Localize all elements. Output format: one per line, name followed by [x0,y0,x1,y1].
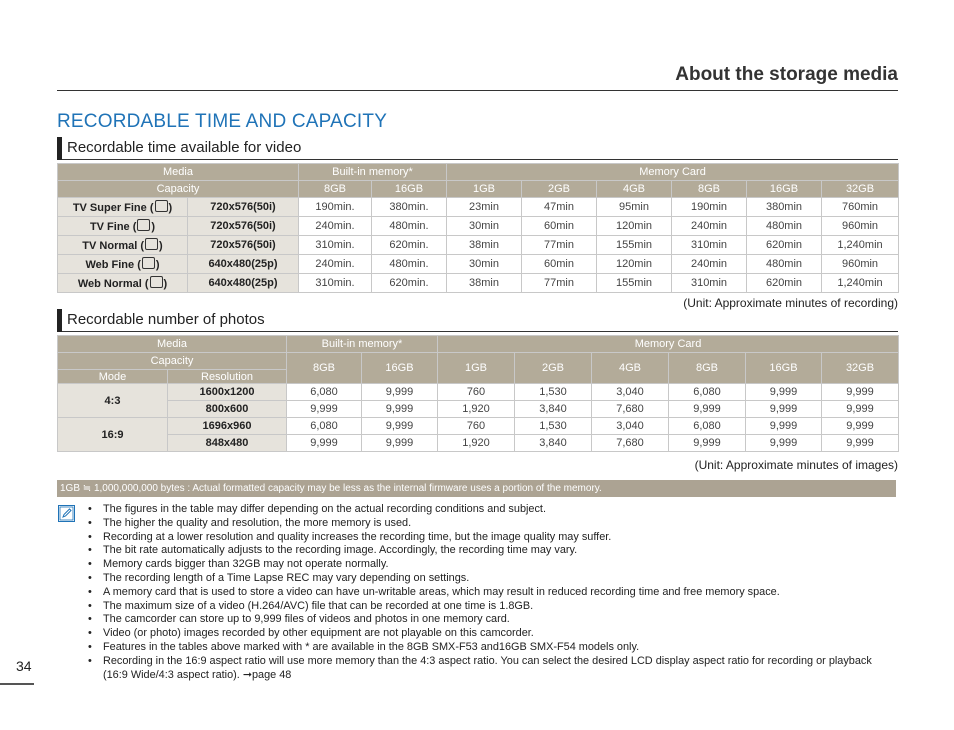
video-subheading [57,137,898,160]
note-item: • The recording length of a Time Lapse REC may vary depending on settings. [84,572,884,586]
note-pencil-icon [58,505,75,522]
capacity-header: 4GB [597,181,672,198]
quality-label [58,217,188,236]
value-cell: 310min. [299,236,372,255]
page-header-title: About the storage media [675,64,898,85]
header-capacity: Capacity [58,181,299,198]
value-cell: 3,840 [515,401,592,418]
value-cell: 1,240min [822,274,899,293]
table-row [58,384,899,401]
table-row [58,198,899,217]
capacity-header: 16GB [362,353,438,384]
capacity-header: 16GB [746,353,822,384]
mode-label: 16:9 [58,418,168,452]
value-cell: 480min. [372,217,447,236]
value-cell: 7,680 [592,401,669,418]
capacity-header: 8GB [287,353,362,384]
value-cell: 3,040 [592,418,669,435]
value-cell: 9,999 [746,401,822,418]
photo-subheading [57,309,898,332]
note-item: • The figures in the table may differ depending on the actual recording conditions and subject. [84,503,884,517]
value-cell: 38min [447,274,522,293]
value-cell: 23min [447,198,522,217]
value-cell: 620min [747,236,822,255]
value-cell: 620min [747,274,822,293]
note-item: • The camcorder can store up to 9,999 files of videos and photos in one memory card. [84,613,884,627]
note-item: • The higher the quality and resolution, the more memory is used. [84,517,884,531]
value-cell: 1,920 [438,435,515,452]
capacity-header: 32GB [822,353,899,384]
header-memory-card: Memory Card [447,164,899,181]
value-cell: 480min [747,255,822,274]
video-recording-time-table [57,163,899,293]
quality-close: ) [151,221,156,233]
quality-name: TV Super Fine ( [72,202,154,214]
value-cell: 47min [522,198,597,217]
capacity-header: 2GB [522,181,597,198]
value-cell: 960min [822,217,899,236]
value-cell: 760 [438,418,515,435]
note-item: • A memory card that is used to store a video can have un-writable areas, which may result in reduced recording time and free memory space. [84,586,884,600]
subheading-marker [57,137,62,160]
value-cell: 9,999 [362,418,438,435]
subheading-marker [57,309,62,332]
value-cell: 240min [672,217,747,236]
note-item: • Recording in the 16:9 aspect ratio will use more memory than the 4:3 aspect ratio. You can select the desired LCD display aspect ratio for recording or playback (16:9 Wide/4:3 aspect ratio). ➞page 48 [84,655,884,683]
value-cell: 6,080 [669,418,746,435]
table-row [58,236,899,255]
value-cell: 77min [522,274,597,293]
page-number-rule [0,683,34,685]
web-fine-icon [142,257,155,269]
tv-fine-icon [137,219,150,231]
capacity-header: 32GB [822,181,899,198]
capacity-header: 1GB [447,181,522,198]
resolution-label: 848x480 [168,435,287,452]
value-cell: 30min [447,217,522,236]
note-item: • Memory cards bigger than 32GB may not operate normally. [84,558,884,572]
value-cell: 6,080 [287,418,362,435]
capacity-header: 16GB [372,181,447,198]
value-cell: 6,080 [669,384,746,401]
value-cell: 9,999 [822,435,899,452]
header-resolution: Resolution [168,370,287,384]
quality-name: Web Normal ( [77,278,149,290]
capacity-header: 8GB [299,181,372,198]
capacity-header: 8GB [669,353,746,384]
value-cell: 9,999 [822,401,899,418]
value-cell: 760 [438,384,515,401]
header-memory-card: Memory Card [438,336,899,353]
quality-label [58,198,188,217]
value-cell: 240min. [299,217,372,236]
capacity-header: 4GB [592,353,669,384]
value-cell: 9,999 [362,384,438,401]
quality-close: ) [163,278,168,290]
value-cell: 38min [447,236,522,255]
table-row [58,274,899,293]
value-cell: 7,680 [592,435,669,452]
value-cell: 95min [597,198,672,217]
quality-label [58,274,188,293]
value-cell: 30min [447,255,522,274]
notes-list [84,503,884,682]
value-cell: 620min. [372,236,447,255]
capacity-header: 8GB [672,181,747,198]
value-cell: 1,240min [822,236,899,255]
value-cell: 190min. [299,198,372,217]
table-row [58,418,899,435]
value-cell: 240min [672,255,747,274]
value-cell: 960min [822,255,899,274]
value-cell: 9,999 [669,401,746,418]
resolution-label: 720x576(50i) [188,198,299,217]
header-builtin-memory: Built-in memory* [287,336,438,353]
value-cell: 480min. [372,255,447,274]
header-media: Media [58,164,299,181]
table-row [58,217,899,236]
table-row [58,435,899,452]
value-cell: 9,999 [362,435,438,452]
header-capacity: Capacity [58,353,287,370]
resolution-label: 800x600 [168,401,287,418]
value-cell: 155min [597,274,672,293]
value-cell: 77min [522,236,597,255]
value-cell: 310min [672,236,747,255]
resolution-label: 720x576(50i) [188,236,299,255]
value-cell: 9,999 [287,435,362,452]
value-cell: 380min [747,198,822,217]
video-unit-note: (Unit: Approximate minutes of recording) [683,296,898,310]
section-title: RECORDABLE TIME AND CAPACITY [57,111,388,132]
value-cell: 760min [822,198,899,217]
value-cell: 9,999 [822,418,899,435]
quality-label [58,255,188,274]
capacity-header: 1GB [438,353,515,384]
photo-subheading-text: Recordable number of photos [67,311,265,328]
note-item: • Video (or photo) images recorded by other equipment are not playable on this camcorder. [84,627,884,641]
value-cell: 1,530 [515,418,592,435]
quality-close: ) [155,259,160,271]
value-cell: 240min. [299,255,372,274]
header-mode: Mode [58,370,168,384]
header-media: Media [58,336,287,353]
value-cell: 3,040 [592,384,669,401]
value-cell: 1,530 [515,384,592,401]
value-cell: 120min [597,217,672,236]
value-cell: 60min [522,255,597,274]
table-row [58,401,899,418]
value-cell: 310min [672,274,747,293]
quality-label [58,236,188,255]
web-normal-icon [150,276,163,288]
video-subheading-text: Recordable time available for video [67,139,302,156]
value-cell: 9,999 [287,401,362,418]
resolution-label: 640x480(25p) [188,255,299,274]
page-number: 34 [16,658,32,674]
value-cell: 1,920 [438,401,515,418]
capacity-header: 2GB [515,353,592,384]
note-item: • The bit rate automatically adjusts to the recording image. Accordingly, the recording time may vary. [84,544,884,558]
value-cell: 380min. [372,198,447,217]
capacity-header: 16GB [747,181,822,198]
value-cell: 620min. [372,274,447,293]
value-cell: 6,080 [287,384,362,401]
value-cell: 9,999 [822,384,899,401]
quality-name: Web Fine ( [85,259,141,271]
value-cell: 9,999 [669,435,746,452]
tv-normal-icon [145,238,158,250]
quality-name: TV Normal ( [82,240,145,252]
capacity-footnote: 1GB ≒ 1,000,000,000 bytes : Actual formatted capacity may be less as the internal firmware uses a portion of the memory. [57,480,896,497]
value-cell: 190min [672,198,747,217]
mode-label: 4:3 [58,384,168,418]
value-cell: 120min [597,255,672,274]
tv-super-fine-icon [155,200,168,212]
value-cell: 480min [747,217,822,236]
quality-name: TV Fine ( [89,221,137,233]
note-item: • Features in the tables above marked with * are available in the 8GB SMX-F53 and16GB SMX-F54 models only. [84,641,884,655]
value-cell: 3,840 [515,435,592,452]
value-cell: 310min. [299,274,372,293]
value-cell: 60min [522,217,597,236]
resolution-label: 1696x960 [168,418,287,435]
value-cell: 9,999 [746,435,822,452]
resolution-label: 720x576(50i) [188,217,299,236]
resolution-label: 1600x1200 [168,384,287,401]
quality-close: ) [168,202,173,214]
value-cell: 9,999 [746,384,822,401]
value-cell: 9,999 [746,418,822,435]
value-cell: 9,999 [362,401,438,418]
note-item: • The maximum size of a video (H.264/AVC) file that can be recorded at one time is 1.8GB. [84,600,884,614]
header-builtin-memory: Built-in memory* [299,164,447,181]
photo-count-table [57,335,899,452]
photo-unit-note: (Unit: Approximate minutes of images) [694,458,898,472]
header-divider [57,90,898,91]
quality-close: ) [159,240,163,252]
note-item: • Recording at a lower resolution and quality increases the recording time, but the image quality may suffer. [84,531,884,545]
resolution-label: 640x480(25p) [188,274,299,293]
value-cell: 155min [597,236,672,255]
table-row [58,255,899,274]
